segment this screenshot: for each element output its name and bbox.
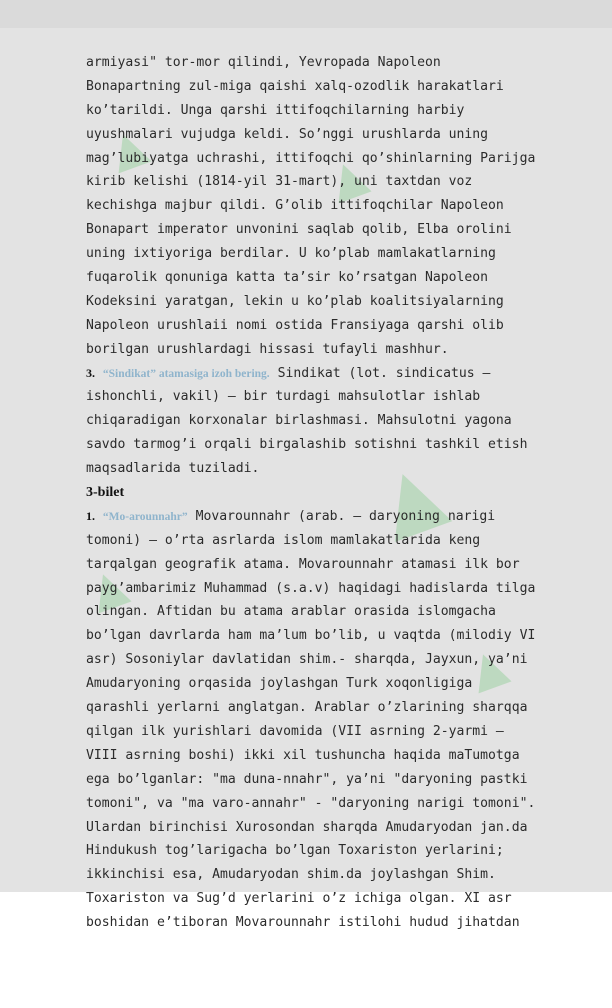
text-line: Bonapartning zul-miga qaishi xalq-ozodlik harakatlari: [86, 78, 504, 94]
text-line: olingan. Aftidan bu atama arablar orasida islomgacha: [86, 604, 496, 620]
text-line: ikkinchisi esa, Amudaryodan shim.da joylashgan Shim.: [86, 867, 496, 883]
text-line: tomoni) — o’rta asrlarda islom mamlakatlarida keng: [86, 532, 481, 548]
text-line: ega bo’lganlar: "ma duna-nnahr", ya’ni "daryoning pastki: [86, 771, 528, 787]
text-fragment: Movarounnahr (arab. — daryoning narigi: [195, 508, 496, 524]
text-line: Hindukush tog’larigacha bo’lgan Toxariston yerlarini;: [86, 843, 504, 859]
text-line: ko’tarildi. Unga qarshi ittifoqchilarning harbiy: [86, 102, 465, 118]
question-heading: “Sindikat” atamasiga izoh bering.: [102, 367, 270, 380]
top-margin: [0, 0, 612, 28]
text-line: kechishga majbur qildi. G’olib ittifoqchilar Napoleon: [86, 198, 504, 214]
document-text: [86, 51, 596, 935]
text-line: Toxariston va Sug’d yerlarini o’z ichiga olgan. XI asr: [86, 891, 512, 907]
watermark-mark: ▲: [321, 145, 374, 209]
text-line: borilgan urushlardagi hissasi tufayli mashhur.: [86, 341, 449, 357]
question-number: 3.: [86, 365, 95, 380]
text-line: armiyasi" tor-mor qilindi, Yevropada Napoleon: [86, 55, 441, 70]
text-line: boshidan e’tiboran Movarounnahr istilohi hudud jihatdan: [86, 915, 520, 931]
text-line: payg’ambarimiz Muhammad (s.a.v) haqidagi hadislarda tilga: [86, 580, 536, 596]
text-line: tomoni", va "ma varo-annahr" - "daryoning narigi tomoni".: [86, 795, 536, 811]
text-line: maqsadlarida tuziladi.: [86, 461, 260, 477]
text-line: tarqalgan geografik atama. Movarounnahr atamasi ilk bor: [86, 556, 520, 572]
question-number: 1.: [86, 508, 95, 523]
text-line: qarashli yerlarni anglatgan. Arablar o’zlarining sharqqa: [86, 700, 528, 716]
question-3-first-line: [86, 362, 596, 386]
text-line: bo’lgan davrlarda ham ma’lum bo’lib, u vaqtda (milodiy VI: [86, 628, 536, 644]
text-line: Ulardan birinchisi Xurosondan sharqda Amudaryodan jan.da: [86, 819, 528, 835]
text-line: fuqarolik qonuniga katta ta’sir ko’rsatgan Napoleon: [86, 270, 489, 286]
text-line: Kodeksini yaratgan, lekin u ko’plab koalitsiyalarning: [86, 293, 504, 309]
text-line: mag’lubiyatga uchrashi, ittifoqchi qo’shinlarning Parijga: [86, 150, 536, 166]
text-line: qilgan ilk yurishlari davomida (VII asrning 2-yarmi –: [86, 723, 504, 739]
text-line: savdo tarmog’i orqali birgalashib sotishni tashkil etish: [86, 437, 528, 453]
text-line: asr) Sosoniylar davlatidan shim.- sharqda, Jayxun, ya’ni: [86, 652, 528, 668]
text-line: Amudaryoning orqasida joylashgan Turk xoqonligiga: [86, 676, 473, 692]
watermark-mark: ▲: [461, 635, 514, 699]
text-fragment: Sindikat (lot. sindicatus –: [277, 365, 491, 381]
watermark-mark: ▲: [365, 442, 456, 551]
question-heading: “Mo-arounnahr”: [102, 510, 188, 523]
watermark-mark: ▲: [81, 555, 134, 619]
text-line: Napoleon urushlaii nomi ostida Fransiyaga qarshi olib: [86, 317, 504, 333]
text-line: ishonchli, vakil) — bir turdagi mahsulotlar ishlab: [86, 389, 481, 405]
question-1-first-line: [86, 505, 596, 529]
text-line: uning ixtiyoriga berdilar. U ko’plab mamlakatlarning: [86, 246, 496, 262]
text-line: Bonapart imperator unvonini saqlab qolib, Elba orolini: [86, 222, 512, 238]
text-line: VIII asrning boshi) ikki xil tushuncha haqida maTumotga: [86, 747, 520, 763]
watermark-mark: ▲: [101, 115, 154, 179]
text-line: kirib kelishi (1814-yil 31-mart), uni taxtdan voz: [86, 174, 473, 190]
text-line: uyushmalari vujudga keldi. So’nggi urushlarda uning: [86, 126, 489, 142]
text-line: chiqaradigan korxonalar birlashmasi. Mahsulotni yagona: [86, 413, 512, 429]
bilet-heading: 3-bilet: [86, 485, 125, 501]
